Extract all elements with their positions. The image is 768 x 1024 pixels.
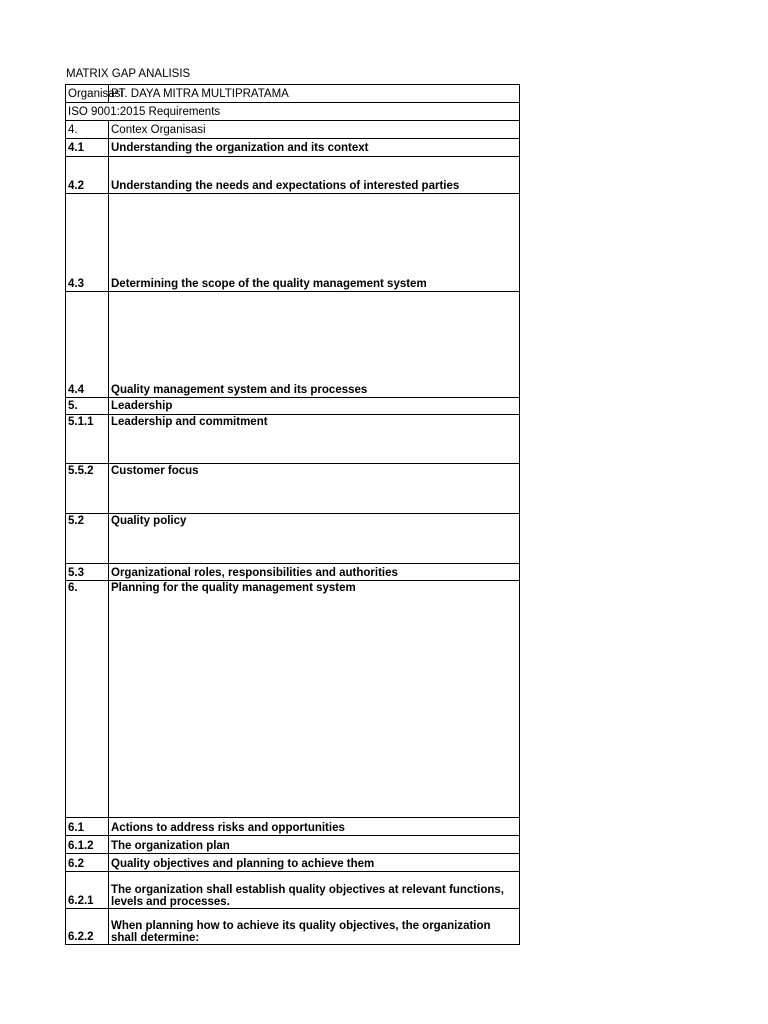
table-row <box>66 514 520 564</box>
clause-text: The organization plan <box>109 836 520 854</box>
clause-text: Planning for the quality management system <box>109 581 520 818</box>
clause-text: When planning how to achieve its quality objectives, the organization shall determine: <box>109 909 520 945</box>
clause-text: Actions to address risks and opportunities <box>109 818 520 836</box>
table-row <box>66 818 520 836</box>
clause-number: 6.1.2 <box>66 836 109 854</box>
clause-number: 5.5.2 <box>66 464 109 514</box>
gap-analysis-table <box>65 84 520 945</box>
clause-text: Leadership and commitment <box>109 415 520 464</box>
clause-text: The organization shall establish quality objectives at relevant functions, levels and processes. <box>109 872 520 909</box>
clause-text: Understanding the needs and expectations of interested parties <box>109 157 520 194</box>
clause-number: 4.4 <box>66 292 109 398</box>
clause-number: 4.2 <box>66 157 109 194</box>
clause-number: 4.1 <box>66 139 109 157</box>
table-row <box>66 292 520 398</box>
clause-text: Contex Organisasi <box>109 121 520 139</box>
clause-text: Leadership <box>109 398 520 415</box>
clause-number: 6.2 <box>66 854 109 872</box>
table-row <box>66 194 520 292</box>
clause-text: Determining the scope of the quality management system <box>109 194 520 292</box>
clause-text: Quality management system and its processes <box>109 292 520 398</box>
table-row <box>66 564 520 581</box>
clause-text: Organizational roles, responsibilities and authorities <box>109 564 520 581</box>
table-row <box>66 121 520 139</box>
table-row <box>66 415 520 464</box>
clause-number: 5.2 <box>66 514 109 564</box>
clause-number: 6.2.1 <box>66 872 109 909</box>
clause-number: 4. <box>66 121 109 139</box>
table-row-standard <box>66 103 520 121</box>
clause-number: 6.2.2 <box>66 909 109 945</box>
table-row <box>66 836 520 854</box>
clause-number: 6. <box>66 581 109 818</box>
clause-text: Understanding the organization and its context <box>109 139 520 157</box>
table-row <box>66 872 520 909</box>
table-row <box>66 854 520 872</box>
table-row <box>66 464 520 514</box>
table-row <box>66 139 520 157</box>
table-row <box>66 581 520 818</box>
clause-text: Quality policy <box>109 514 520 564</box>
clause-number: 4.3 <box>66 194 109 292</box>
clause-number: 5.1.1 <box>66 415 109 464</box>
standard-title: ISO 9001:2015 Requirements <box>66 103 520 121</box>
table-row <box>66 157 520 194</box>
clause-number: 6.1 <box>66 818 109 836</box>
clause-number: 5. <box>66 398 109 415</box>
organisation-label: Organisasi <box>66 85 109 103</box>
clause-number: 5.3 <box>66 564 109 581</box>
table-row-organisation <box>66 85 520 103</box>
table-row <box>66 909 520 945</box>
organisation-name: PT. DAYA MITRA MULTIPRATAMA <box>109 85 520 103</box>
clause-text: Quality objectives and planning to achieve them <box>109 854 520 872</box>
clause-text: Customer focus <box>109 464 520 514</box>
table-row <box>66 398 520 415</box>
document-title: MATRIX GAP ANALISIS <box>66 68 191 80</box>
